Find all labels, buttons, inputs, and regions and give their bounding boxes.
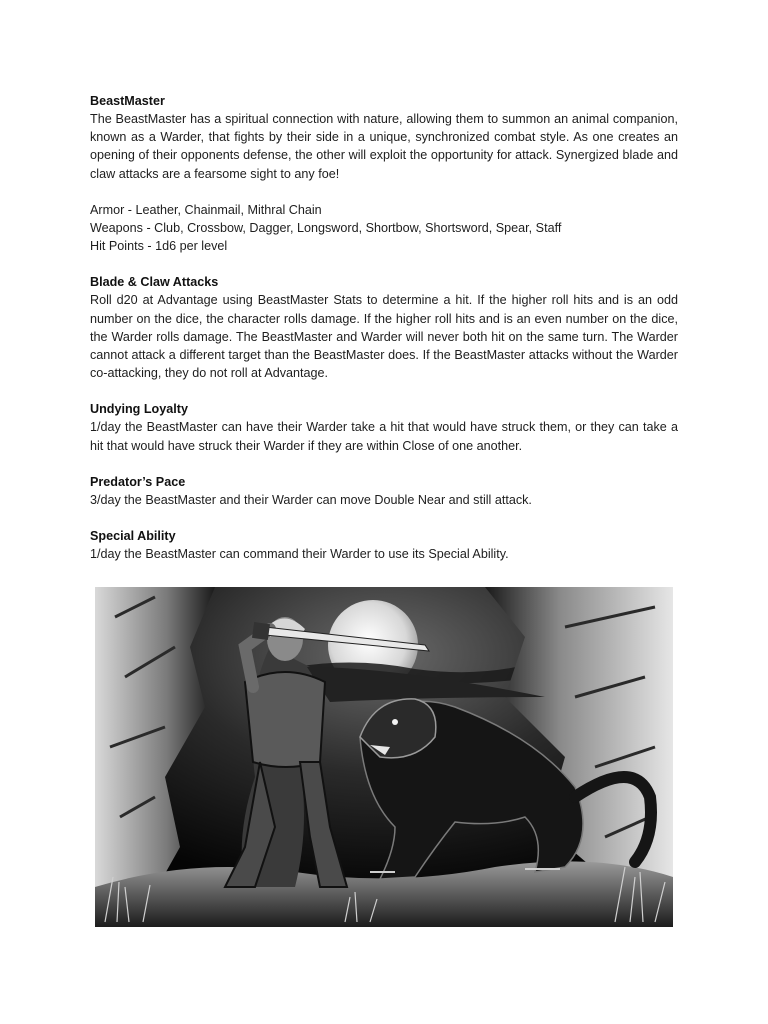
- undying-loyalty-section: [90, 400, 678, 454]
- armor-line: Armor - Leather, Chainmail, Mithral Chain: [90, 202, 322, 217]
- beastmaster-panther-illustration: [95, 587, 673, 927]
- intro-section: [90, 92, 678, 183]
- blade-claw-paragraph: Roll d20 at Advantage using BeastMaster Stats to determine a hit. If the higher roll hits and is an odd number on the dice, the character rolls damage. If the higher roll hits and is an even number on the dice, the Warder rolls damage. The BeastMaster and Warder will never both hit on the same turn. The Warder cannot attack a different target than the BeastMaster does. If the BeastMaster attacks without the Warder co-attacking, they do not roll at Advantage.: [90, 293, 678, 381]
- section-title-special-ability: Special Ability: [90, 529, 176, 544]
- special-ability-paragraph: 1/day the BeastMaster can command their Warder to use its Special Ability.: [90, 547, 509, 562]
- weapons-line: Weapons - Club, Crossbow, Dagger, Longsword, Shortbow, Shortsword, Spear, Staff: [90, 221, 562, 236]
- section-title-blade-claw: Blade & Claw Attacks: [90, 275, 219, 290]
- panther-eye: [392, 719, 398, 725]
- hit-points-line: Hit Points - 1d6 per level: [90, 239, 228, 254]
- section-title-undying-loyalty: Undying Loyalty: [90, 402, 188, 417]
- special-ability-section: [90, 527, 678, 563]
- blade-claw-section: [90, 273, 678, 382]
- predators-pace-paragraph: 3/day the BeastMaster and their Warder can move Double Near and still attack.: [90, 492, 532, 507]
- intro-paragraph: The BeastMaster has a spiritual connection with nature, allowing them to summon an animal companion, known as a Warder, that fights by their side in a unique, synchronized combat style. As one creates an opening of their opponents defense, the other will exploit the opportunity for attack. Synergized blade and claw attacks are a fearsome sight to any foe!: [90, 112, 678, 181]
- section-title-predators-pace: Predator’s Pace: [90, 474, 186, 489]
- document-body: [90, 92, 678, 581]
- illustration-artwork: [95, 587, 673, 927]
- undying-loyalty-paragraph: 1/day the BeastMaster can have their Warder take a hit that would have struck them, or they can take a hit that would have struck their Warder if they are within Close of one another.: [90, 420, 678, 453]
- section-title-beastmaster: BeastMaster: [90, 94, 165, 108]
- predators-pace-section: [90, 473, 678, 509]
- stats-section: [90, 201, 678, 256]
